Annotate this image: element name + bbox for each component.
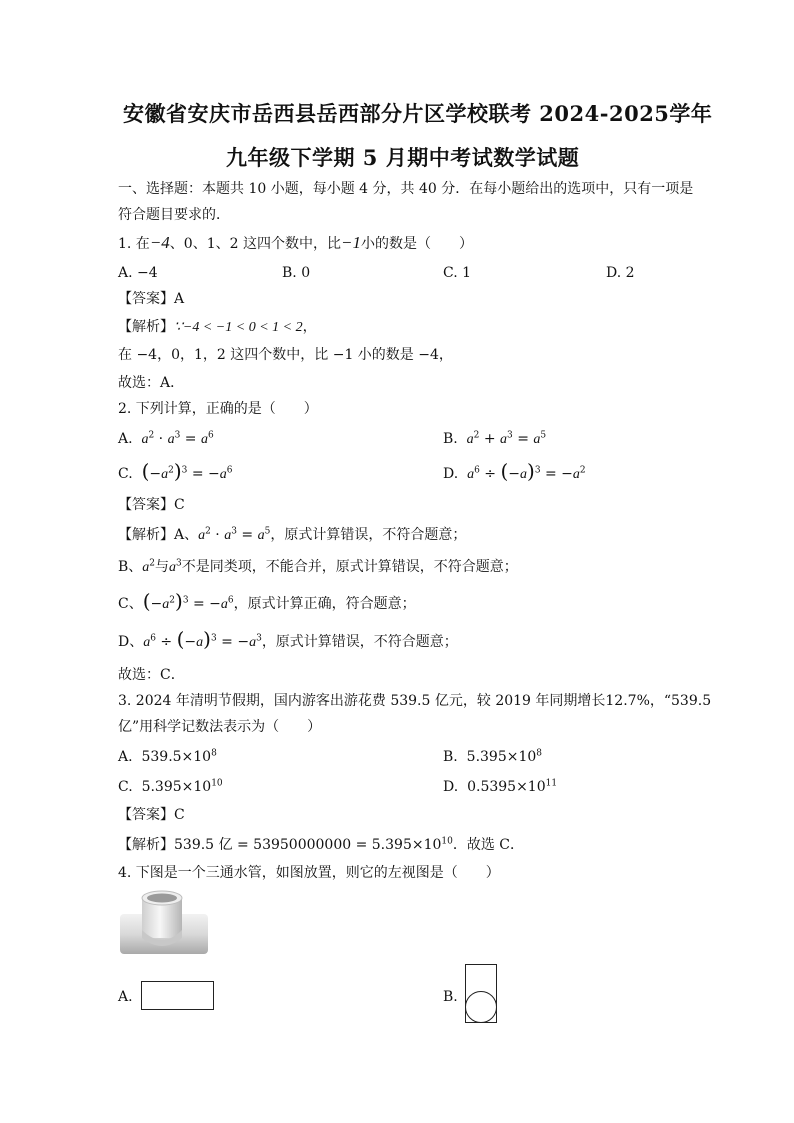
q4-option-b-figure: [462, 963, 500, 1025]
page-title-line2: 九年级下学期 5 月期中考试数学试题: [226, 145, 580, 170]
q2-analysis-b: B、$a^2$与$a^3$不是同类项，不能合并，原式计算错误，不符合题意；: [118, 558, 518, 575]
q3-analysis-math: 539.5 亿 = 53950000000 = 5.395×10: [174, 837, 442, 853]
q1-analysis-math: ∵−4 < −1 < 0 < 1 < 2: [174, 320, 303, 335]
q1-conclusion: 故选：A．: [118, 375, 185, 391]
question-3-stem-line2: 亿”用科学记数法表示为（ ）: [118, 719, 322, 735]
section-header-line1: 一、选择题：本题共 10 小题，每小题 4 分，共 40 分．在每小题给出的选项中，只有一项是: [118, 181, 694, 197]
q2-analysis-c-prefix: C、: [118, 596, 143, 612]
q2-option-c: C. $(-a^2)^3 = -a^6$: [118, 459, 233, 483]
q2-conclusion: 故选：C．: [118, 667, 185, 683]
q2-analysis-a-suffix: ，原式计算错误，不符合题意；: [270, 527, 467, 543]
q3-analysis-tail: ．故选 C．: [452, 837, 525, 853]
q2-analysis-c: C、$(-a^2)^3 = -a^6$，原式计算正确，符合题意；: [118, 589, 416, 613]
q3-analysis-label: 【解析】: [118, 837, 174, 853]
q2-analysis-c-suffix: ，原式计算正确，符合题意；: [233, 596, 416, 612]
q3-answer: 【答案】C: [118, 807, 185, 823]
q2-analysis-a: 【解析】A、$a^2 \cdot a^3 = a^5$，原式计算错误，不符合题意；: [118, 526, 467, 543]
q1-answer: 【答案】A: [118, 291, 185, 307]
q1-stem-c: 小的数是（ ）: [360, 236, 473, 252]
q1-option-c: C. 1: [443, 265, 472, 281]
question-1-stem: [118, 234, 473, 253]
question-2-stem: 2. 下列计算，正确的是（ ）: [118, 401, 318, 417]
q2-analysis-b-mid: 与: [155, 559, 170, 575]
tee-pipe-image: [120, 888, 210, 958]
q3-option-b: B. $5.395\times 10^8$: [443, 748, 543, 765]
q1-option-d: D. 2: [606, 265, 635, 281]
section-header-line2: 符合题目要求的．: [118, 207, 230, 223]
q4-option-a-label: A.: [118, 989, 133, 1005]
question-3-stem-line1: 3. 2024 年清明节假期，国内游客出游花费 539.5 亿元，较 2019 年同期增长12.7%，“539.5: [118, 693, 712, 709]
q2-analysis-a-prefix: A、: [174, 527, 199, 543]
q2-option-a: A. $a^2 \cdot a^3 = a^6$: [118, 430, 214, 447]
page-title-line1: 安徽省安庆市岳西县岳西部分片区学校联考 2024-2025学年: [123, 101, 713, 126]
q3-option-d: D. $0.5395\times 10^{11}$: [443, 778, 558, 795]
q1-analysis-label: 【解析】: [118, 319, 174, 335]
q2-analysis-d-suffix: ，原式计算错误，不符合题意；: [261, 634, 458, 650]
q1-analysis-line1: [118, 318, 317, 337]
q4-option-a-figure: [141, 981, 214, 1010]
q2-analysis-label: 【解析】: [118, 527, 174, 543]
q3-analysis: 【解析】539.5 亿 = $53950000000 = 5.395\times 10^{10}$．故选 C．: [118, 836, 525, 853]
q1-analysis-line2: 在 −4，0，1，2 这四个数中，比 −1 小的数是 −4，: [118, 347, 453, 363]
q3-option-a: A. $539.5\times 10^8$: [118, 748, 217, 765]
question-4-stem: 4. 下图是一个三通水管，如图放置，则它的左视图是（ ）: [118, 865, 500, 881]
q4-option-b-label: B.: [443, 989, 458, 1005]
q2-analysis-b-suffix: 不是同类项，不能合并，原式计算错误，不符合题意；: [181, 559, 518, 575]
q1-stem-a: 1. 在: [118, 236, 150, 252]
q1-number-neg4: −4: [149, 233, 170, 252]
q2-option-b: B. $a^2 + a^3 = a^5$: [443, 430, 547, 447]
q3-option-c: C. $5.395\times 10^{10}$: [118, 778, 223, 795]
q1-option-a: A. −4: [118, 265, 158, 281]
q1-option-b: B. 0: [282, 265, 311, 281]
q1-stem-b: 、0、1、2 这四个数中，比: [169, 236, 341, 252]
q2-answer: 【答案】C: [118, 497, 185, 513]
q2-option-d: D. $a^6 \div (-a)^3 = -a^2$: [443, 459, 586, 483]
q1-number-neg1: −1: [340, 233, 361, 252]
q2-analysis-b-prefix: B、: [118, 559, 143, 575]
q1-analysis-tail: ，: [302, 319, 317, 335]
q2-analysis-d-prefix: D、: [118, 634, 144, 650]
q2-analysis-d: D、$a^6 \div (-a)^3 = -a^3$，原式计算错误，不符合题意；: [118, 627, 458, 651]
